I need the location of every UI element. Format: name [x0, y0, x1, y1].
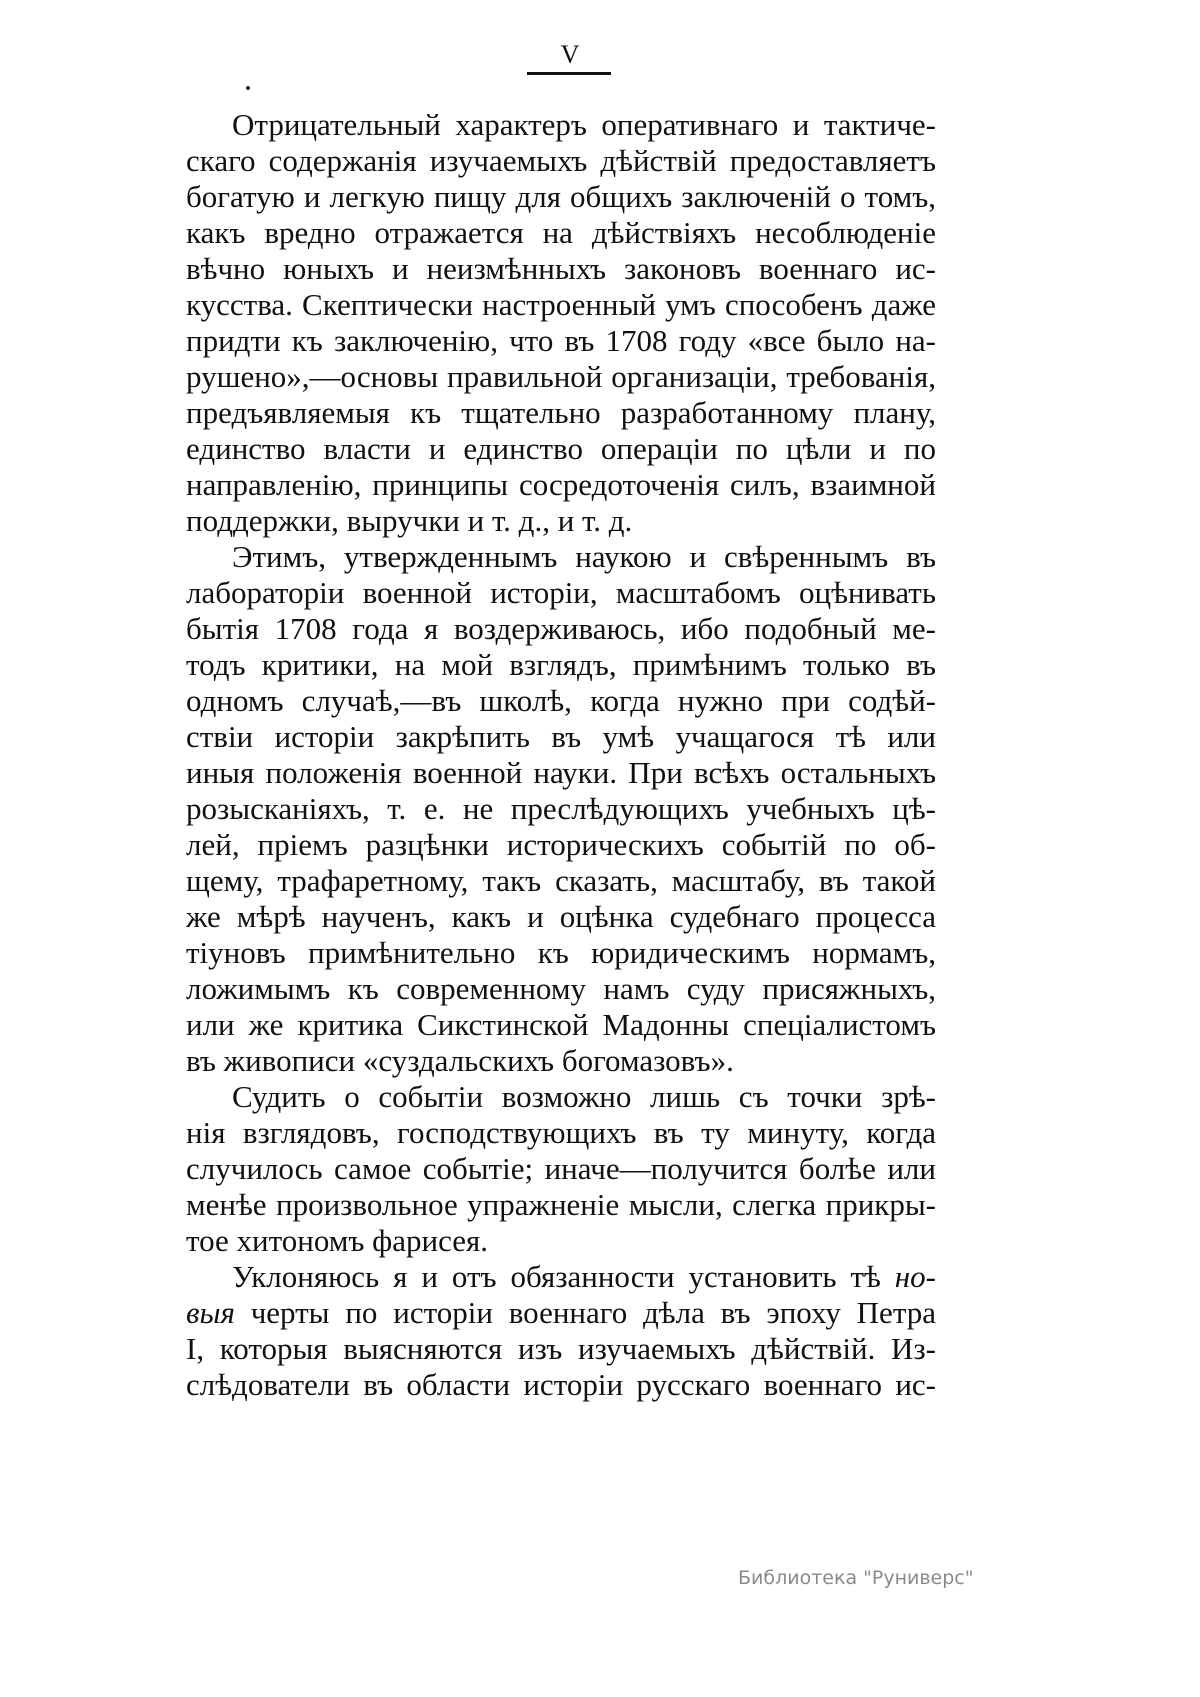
text-line	[186, 1295, 936, 1331]
text-line	[186, 575, 936, 611]
text-segment: лей, пріемъ разцѣнки историческихъ событій по об-	[186, 827, 936, 862]
page-number-rule	[527, 72, 611, 75]
body-text	[186, 107, 936, 1403]
text-line	[186, 107, 936, 143]
text-line	[186, 827, 936, 863]
text-line	[186, 1367, 936, 1403]
text-line	[186, 215, 936, 251]
text-line	[186, 1331, 936, 1367]
text-line	[186, 1115, 936, 1151]
text-segment: ложимымъ къ современному намъ суду присяжныхъ,	[186, 971, 936, 1006]
text-segment: I, которыя выясняются изъ изучаемыхъ дѣйствій. Из-	[186, 1331, 936, 1366]
text-segment: ствіи исторіи закрѣпить въ умѣ учащагося тѣ или	[186, 719, 936, 754]
text-line	[186, 899, 936, 935]
text-line	[186, 935, 936, 971]
text-line	[186, 1007, 936, 1043]
text-line	[186, 467, 936, 503]
page-number: V	[560, 40, 580, 69]
text-segment: тое хитономъ фарисея.	[186, 1223, 488, 1258]
library-watermark: Библиотека "Руниверс"	[738, 1567, 974, 1589]
text-segment: направленію, принципы сосредоточенія силъ, взаимной	[186, 467, 936, 502]
text-line	[186, 683, 936, 719]
text-segment: щему, трафаретному, такъ сказать, масштабу, въ такой	[186, 863, 936, 898]
text-line	[186, 287, 936, 323]
text-segment: вѣчно юныхъ и неизмѣнныхъ законовъ военнаго ис-	[186, 251, 936, 286]
text-line	[186, 1043, 936, 1079]
text-segment: придти къ заключенію, что въ 1708 году «все было на-	[186, 323, 936, 358]
text-segment: Отрицательный характеръ оперативнаго и тактиче-	[232, 107, 936, 142]
text-segment: черты по исторіи военнаго дѣла въ эпоху Петра	[234, 1295, 936, 1330]
text-line	[186, 395, 936, 431]
text-segment: въ живописи «суздальскихъ богомазовъ».	[186, 1043, 734, 1078]
text-line	[186, 539, 936, 575]
text-line	[186, 1223, 936, 1259]
text-line	[186, 791, 936, 827]
text-line	[186, 323, 936, 359]
text-segment: поддержки, выручки и т. д., и т. д.	[186, 503, 633, 538]
italic-text: выя	[186, 1295, 235, 1330]
text-line	[186, 1079, 936, 1115]
text-segment: нія взглядовъ, господствующихъ въ ту минуту, когда	[186, 1115, 936, 1150]
text-segment: одномъ случаѣ,—въ школѣ, когда нужно при содѣй-	[186, 683, 936, 718]
text-line	[186, 647, 936, 683]
text-line	[186, 755, 936, 791]
text-segment: какъ вредно отражается на дѣйствіяхъ несоблюденіе	[186, 215, 936, 250]
text-segment: же мѣрѣ наученъ, какъ и оцѣнка судебнаго процесса	[186, 899, 936, 934]
text-segment: розысканіяхъ, т. е. не преслѣдующихъ учебныхъ цѣ-	[186, 791, 936, 826]
text-line	[186, 611, 936, 647]
text-line	[186, 179, 936, 215]
text-segment: или же критика Сикстинской Мадонны спеціалистомъ	[186, 1007, 936, 1042]
text-segment: Этимъ, утвержденнымъ наукою и свѣреннымъ въ	[232, 539, 936, 574]
text-segment: предъявляемыя къ тщательно разработанному плану,	[186, 395, 936, 430]
italic-text: но-	[894, 1259, 936, 1294]
text-segment: бытія 1708 года я воздерживаюсь, ибо подобный ме-	[186, 611, 936, 646]
text-segment: кусства. Скептически настроенный умъ способенъ даже	[186, 287, 936, 322]
scan-speck	[246, 86, 250, 90]
text-line	[186, 971, 936, 1007]
text-line	[186, 251, 936, 287]
text-line	[186, 359, 936, 395]
text-segment: единство власти и единство операціи по цѣли и по	[186, 431, 936, 466]
text-segment: богатую и легкую пищу для общихъ заключеній о томъ,	[186, 179, 936, 214]
text-line	[186, 503, 936, 539]
text-segment: тодъ критики, на мой взглядъ, примѣнимъ только въ	[186, 647, 936, 682]
text-line	[186, 143, 936, 179]
text-segment: рушено»,—основы правильной организаціи, требованія,	[186, 359, 936, 394]
text-segment: Уклоняюсь я и отъ обязанности установить тѣ	[232, 1259, 895, 1294]
text-line	[186, 863, 936, 899]
text-segment: слѣдователи въ области исторіи русскаго военнаго ис-	[186, 1367, 936, 1402]
text-segment: менѣе произвольное упражненіе мысли, слегка прикры-	[186, 1187, 936, 1222]
text-segment: тіуновъ примѣнительно къ юридическимъ нормамъ,	[186, 935, 936, 970]
text-line	[186, 719, 936, 755]
text-line	[186, 1187, 936, 1223]
text-line	[186, 1259, 936, 1295]
text-line	[186, 431, 936, 467]
text-segment: Судить о событіи возможно лишь съ точки зрѣ-	[232, 1079, 936, 1114]
text-line	[186, 1151, 936, 1187]
text-segment: иныя положенія военной науки. При всѣхъ остальныхъ	[186, 755, 936, 790]
text-segment: скаго содержанія изучаемыхъ дѣйствій предоставляетъ	[186, 143, 936, 178]
text-segment: случилось самое событіе; иначе—получится болѣе или	[186, 1151, 936, 1186]
text-segment: лабораторіи военной исторіи, масштабомъ оцѣнивать	[186, 575, 936, 610]
